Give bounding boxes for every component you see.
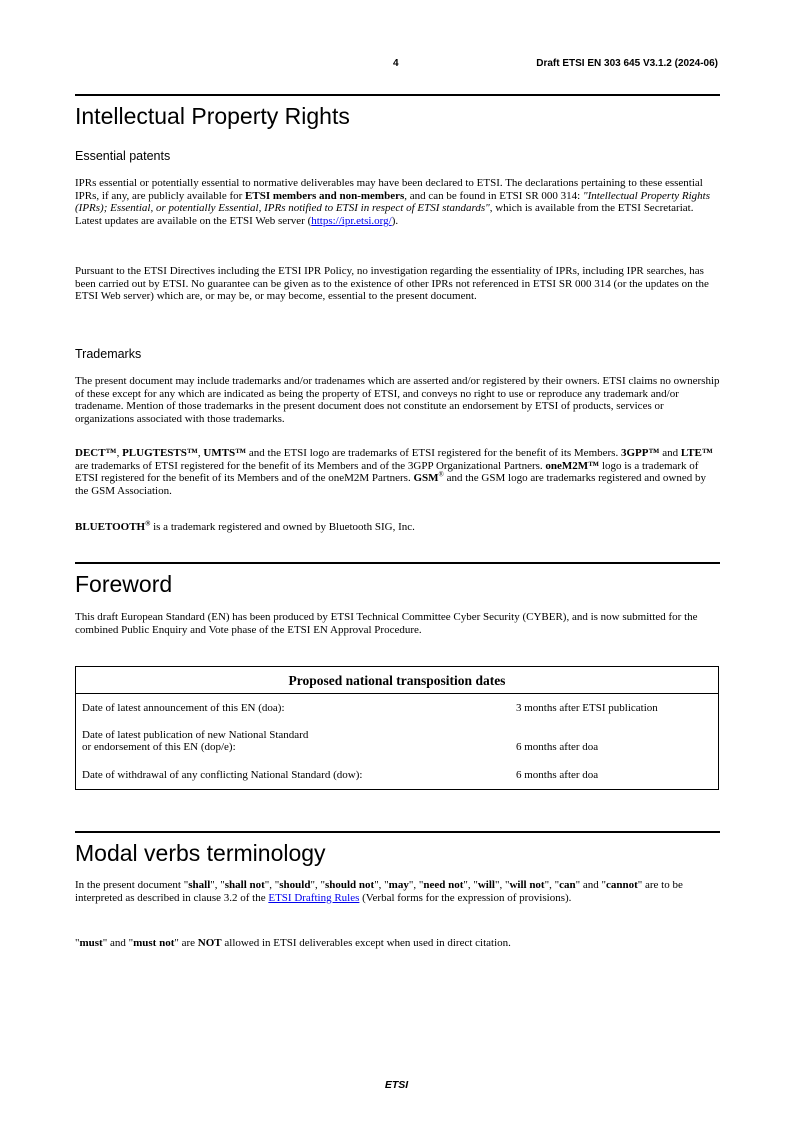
essential-patents-paragraph-2: Pursuant to the ETSI Directives including the ETSI IPR Policy, no investigation regarding the essentiality of IPRs, including IPR searches, has been carried out by ETSI. No guarantee can be given as to the existence of other IPRs not referenced in ETSI SR 000 314 (or the updates on the ETSI Web server) which are, or may be, or may become, essential to the present document. <box>75 265 709 303</box>
document-reference: Draft ETSI EN 303 645 V3.1.2 (2024-06) <box>536 58 718 69</box>
trademarks-paragraph-1: The present document may include trademarks and/or tradenames which are asserted and/or registered by their owners. ETSI claims no ownership of these except for any which are indicated as being the property of ETSI, and conveys no right to use or reproduce any trademark and/or tradename. Mention of those trademarks in the present document does not constitute an endorsement by ETSI of products, services or organizations associated with those trademarks. <box>75 375 720 426</box>
foreword-title: Foreword <box>75 571 173 597</box>
table-row-label: Date of latest publication of new National Standard <box>82 728 309 741</box>
table-row <box>76 729 718 754</box>
footer-etsi: ETSI <box>384 1079 409 1091</box>
table-row-value: 6 months after doa <box>516 741 599 754</box>
table-row <box>76 702 718 715</box>
section-rule <box>75 94 720 96</box>
table-row-label-continued: or endorsement of this EN (dop/e): <box>82 741 236 754</box>
essential-patents-heading: Essential patents <box>75 149 171 163</box>
drafting-rules-link[interactable]: ETSI Drafting Rules <box>268 891 360 904</box>
modal-verbs-paragraph-1: In the present document "shall", "shall not", "should", "should not", "may", "need not", "will", "will not", "can" and "cannot" are to be interpreted as described in clause 3.2 of the ETSI Drafting Rules (Verbal forms for the expression of provisions). <box>75 879 683 904</box>
trademarks-paragraph-2: DECT™, PLUGTESTS™, UMTS™ and the ETSI logo are trademarks of ETSI registered for the benefit of its Members. 3GPP™ and LTE™ are trademarks of ETSI registered for the benefit of its Members and of the 3GPP Organizational Partners. oneM2M™ logo is a trademark of ETSI registered for the benefit of its Members and of the oneM2M Partners. GSM® and the GSM logo are trademarks registered and owned by the GSM Association. <box>75 447 713 498</box>
table-row-label: Date of latest announcement of this EN (doa): <box>82 702 285 714</box>
trademarks-paragraph-3: BLUETOOTH® is a trademark registered and owned by Bluetooth SIG, Inc. <box>75 519 415 533</box>
ipr-website-link[interactable]: https://ipr.etsi.org/ <box>311 215 392 228</box>
transposition-dates-table <box>75 666 719 790</box>
essential-patents-paragraph-1: IPRs essential or potentially essential to normative deliverables may have been declared to ETSI. The declarations pertaining to these essential IPRs, if any, are publicly available for ETSI members and non-members, and can be found in ETSI SR 000 314: "Intellectual Property Rights (IPRs); Essential, or potentially Essential, IPRs notified to ETSI in respect of ETSI standards", which is available from the ETSI Secretariat. Latest updates are available on the ETSI Web server (https://ipr.etsi.org/). <box>75 177 710 228</box>
section-rule <box>75 562 720 564</box>
ipr-title: Intellectual Property Rights <box>75 103 350 129</box>
table-row <box>76 769 718 782</box>
foreword-paragraph: This draft European Standard (EN) has been produced by ETSI Technical Committee Cyber Security (CYBER), and is now submitted for the combined Public Enquiry and Vote phase of the ETSI EN Approval Procedure. <box>75 611 698 636</box>
table-row-value: 6 months after doa <box>516 769 599 782</box>
table-row-value: 3 months after ETSI publication <box>516 702 658 714</box>
modal-verbs-title: Modal verbs terminology <box>75 840 326 866</box>
table-title: Proposed national transposition dates <box>76 667 718 694</box>
page-number: 4 <box>393 58 399 69</box>
table-row-label: Date of withdrawal of any conflicting National Standard (dow): <box>82 769 363 782</box>
section-rule <box>75 831 720 833</box>
trademarks-heading: Trademarks <box>75 347 142 361</box>
modal-verbs-paragraph-2: "must" and "must not" are NOT allowed in ETSI deliverables except when used in direct citation. <box>75 937 511 949</box>
